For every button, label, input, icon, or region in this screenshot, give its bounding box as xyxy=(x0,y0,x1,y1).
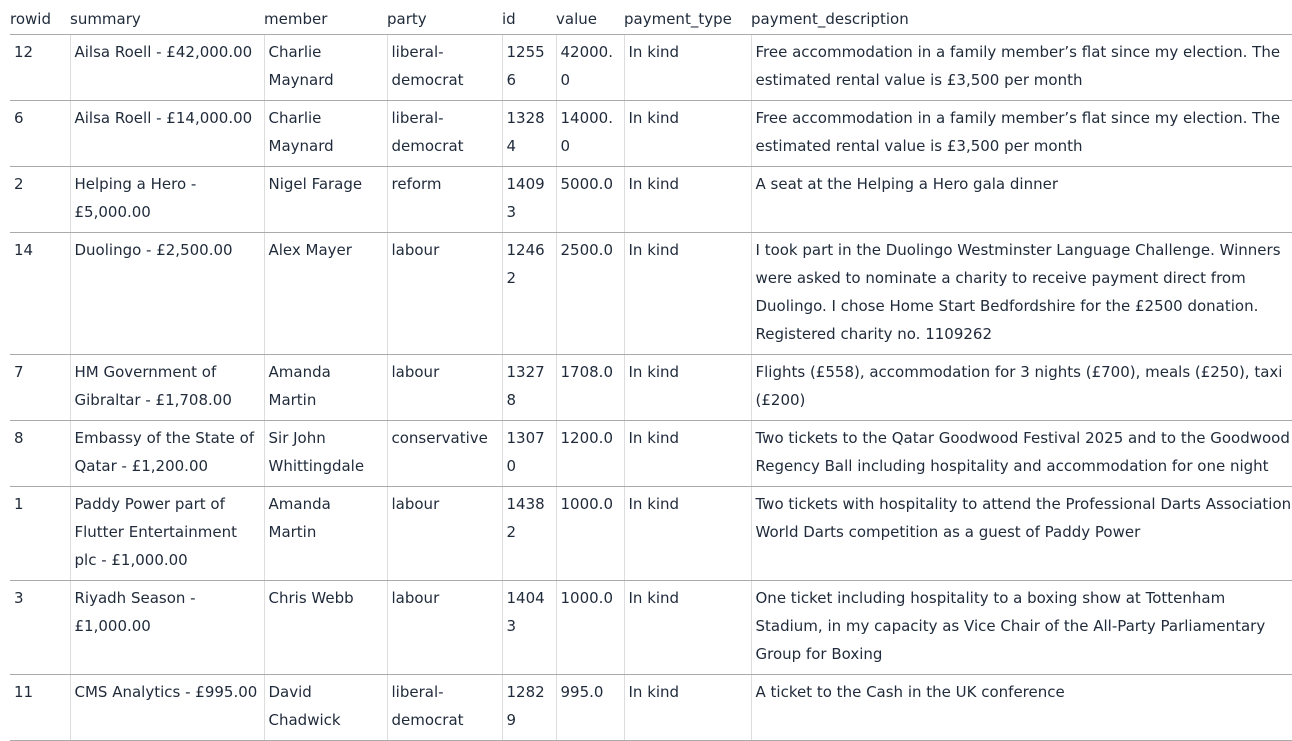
column-header-id[interactable]: id xyxy=(502,0,556,35)
table-row xyxy=(10,487,1292,581)
cell-member: Alex Mayer xyxy=(264,233,387,355)
cell-payment-type: In kind xyxy=(624,581,751,675)
cell-payment-type: In kind xyxy=(624,167,751,233)
cell-summary: Embassy of the State of Qatar - £1,200.00 xyxy=(70,421,264,487)
cell-value: 42000.0 xyxy=(556,35,624,101)
header-row xyxy=(10,0,1292,35)
cell-rowid: 11 xyxy=(10,675,70,741)
cell-summary: Paddy Power part of Flutter Entertainment plc - £1,000.00 xyxy=(70,487,264,581)
cell-payment-description: Free accommodation in a family member’s flat since my election. The estimated rental value is £3,500 per month xyxy=(751,101,1292,167)
column-header-rowid[interactable]: rowid xyxy=(10,0,70,35)
cell-summary: Ailsa Roell - £42,000.00 xyxy=(70,35,264,101)
cell-member: Chris Webb xyxy=(264,581,387,675)
column-header-member[interactable]: member xyxy=(264,0,387,35)
column-header-payment-description[interactable]: payment_description xyxy=(751,0,1292,35)
cell-summary: Riyadh Season - £1,000.00 xyxy=(70,581,264,675)
cell-payment-type: In kind xyxy=(624,101,751,167)
cell-payment-description: A seat at the Helping a Hero gala dinner xyxy=(751,167,1292,233)
cell-rowid: 8 xyxy=(10,421,70,487)
cell-rowid: 12 xyxy=(10,35,70,101)
cell-payment-type: In kind xyxy=(624,675,751,741)
cell-id: 13278 xyxy=(502,355,556,421)
cell-rowid: 7 xyxy=(10,355,70,421)
cell-value: 14000.0 xyxy=(556,101,624,167)
cell-value: 1000.0 xyxy=(556,581,624,675)
cell-payment-description: Free accommodation in a family member’s flat since my election. The estimated rental value is £3,500 per month xyxy=(751,35,1292,101)
cell-payment-description: Two tickets with hospitality to attend the Professional Darts Association World Darts competition as a guest of Paddy Power xyxy=(751,487,1292,581)
cell-payment-type: In kind xyxy=(624,233,751,355)
cell-value: 1000.0 xyxy=(556,487,624,581)
cell-rowid: 3 xyxy=(10,581,70,675)
cell-member: Amanda Martin xyxy=(264,355,387,421)
cell-id: 12556 xyxy=(502,35,556,101)
column-header-payment-type[interactable]: payment_type xyxy=(624,0,751,35)
cell-id: 12829 xyxy=(502,675,556,741)
column-header-summary[interactable]: summary xyxy=(70,0,264,35)
cell-member: Sir John Whittingdale xyxy=(264,421,387,487)
table-row xyxy=(10,167,1292,233)
table-row xyxy=(10,233,1292,355)
cell-payment-description: One ticket including hospitality to a boxing show at Tottenham Stadium, in my capacity as Vice Chair of the All-Party Parliamentary Group for Boxing xyxy=(751,581,1292,675)
cell-payment-type: In kind xyxy=(624,35,751,101)
cell-id: 13070 xyxy=(502,421,556,487)
table-row xyxy=(10,101,1292,167)
cell-rowid: 6 xyxy=(10,101,70,167)
column-header-party[interactable]: party xyxy=(387,0,502,35)
column-header-value[interactable]: value xyxy=(556,0,624,35)
table-row xyxy=(10,421,1292,487)
cell-payment-description: A ticket to the Cash in the UK conference xyxy=(751,675,1292,741)
cell-summary: Ailsa Roell - £14,000.00 xyxy=(70,101,264,167)
table-row xyxy=(10,35,1292,101)
cell-member: Charlie Maynard xyxy=(264,101,387,167)
cell-party: labour xyxy=(387,581,502,675)
cell-rowid: 14 xyxy=(10,233,70,355)
table-row xyxy=(10,355,1292,421)
cell-payment-type: In kind xyxy=(624,421,751,487)
data-table xyxy=(10,0,1292,741)
cell-member: Amanda Martin xyxy=(264,487,387,581)
cell-party: reform xyxy=(387,167,502,233)
cell-party: conservative xyxy=(387,421,502,487)
cell-summary: HM Government of Gibraltar - £1,708.00 xyxy=(70,355,264,421)
table-row xyxy=(10,675,1292,741)
cell-id: 13284 xyxy=(502,101,556,167)
cell-party: labour xyxy=(387,487,502,581)
cell-rowid: 1 xyxy=(10,487,70,581)
cell-value: 1708.0 xyxy=(556,355,624,421)
cell-member: Charlie Maynard xyxy=(264,35,387,101)
cell-payment-type: In kind xyxy=(624,355,751,421)
cell-id: 12462 xyxy=(502,233,556,355)
cell-summary: Duolingo - £2,500.00 xyxy=(70,233,264,355)
cell-party: labour xyxy=(387,233,502,355)
cell-party: liberal-democrat xyxy=(387,675,502,741)
table-row xyxy=(10,581,1292,675)
cell-summary: CMS Analytics - £995.00 xyxy=(70,675,264,741)
cell-payment-description: I took part in the Duolingo Westminster Language Challenge. Winners were asked to nominate a charity to receive payment direct from Duolingo. I chose Home Start Bedfordshire for the £2500 donation. Registered charity no. 1109262 xyxy=(751,233,1292,355)
cell-value: 995.0 xyxy=(556,675,624,741)
cell-party: labour xyxy=(387,355,502,421)
cell-party: liberal-democrat xyxy=(387,101,502,167)
cell-party: liberal-democrat xyxy=(387,35,502,101)
cell-summary: Helping a Hero - £5,000.00 xyxy=(70,167,264,233)
cell-id: 14043 xyxy=(502,581,556,675)
cell-value: 2500.0 xyxy=(556,233,624,355)
cell-id: 14382 xyxy=(502,487,556,581)
cell-value: 1200.0 xyxy=(556,421,624,487)
cell-payment-type: In kind xyxy=(624,487,751,581)
cell-member: David Chadwick xyxy=(264,675,387,741)
cell-value: 5000.0 xyxy=(556,167,624,233)
cell-member: Nigel Farage xyxy=(264,167,387,233)
cell-payment-description: Two tickets to the Qatar Goodwood Festival 2025 and to the Goodwood Regency Ball including hospitality and accommodation for one night xyxy=(751,421,1292,487)
cell-rowid: 2 xyxy=(10,167,70,233)
cell-payment-description: Flights (£558), accommodation for 3 nights (£700), meals (£250), taxi (£200) xyxy=(751,355,1292,421)
cell-id: 14093 xyxy=(502,167,556,233)
